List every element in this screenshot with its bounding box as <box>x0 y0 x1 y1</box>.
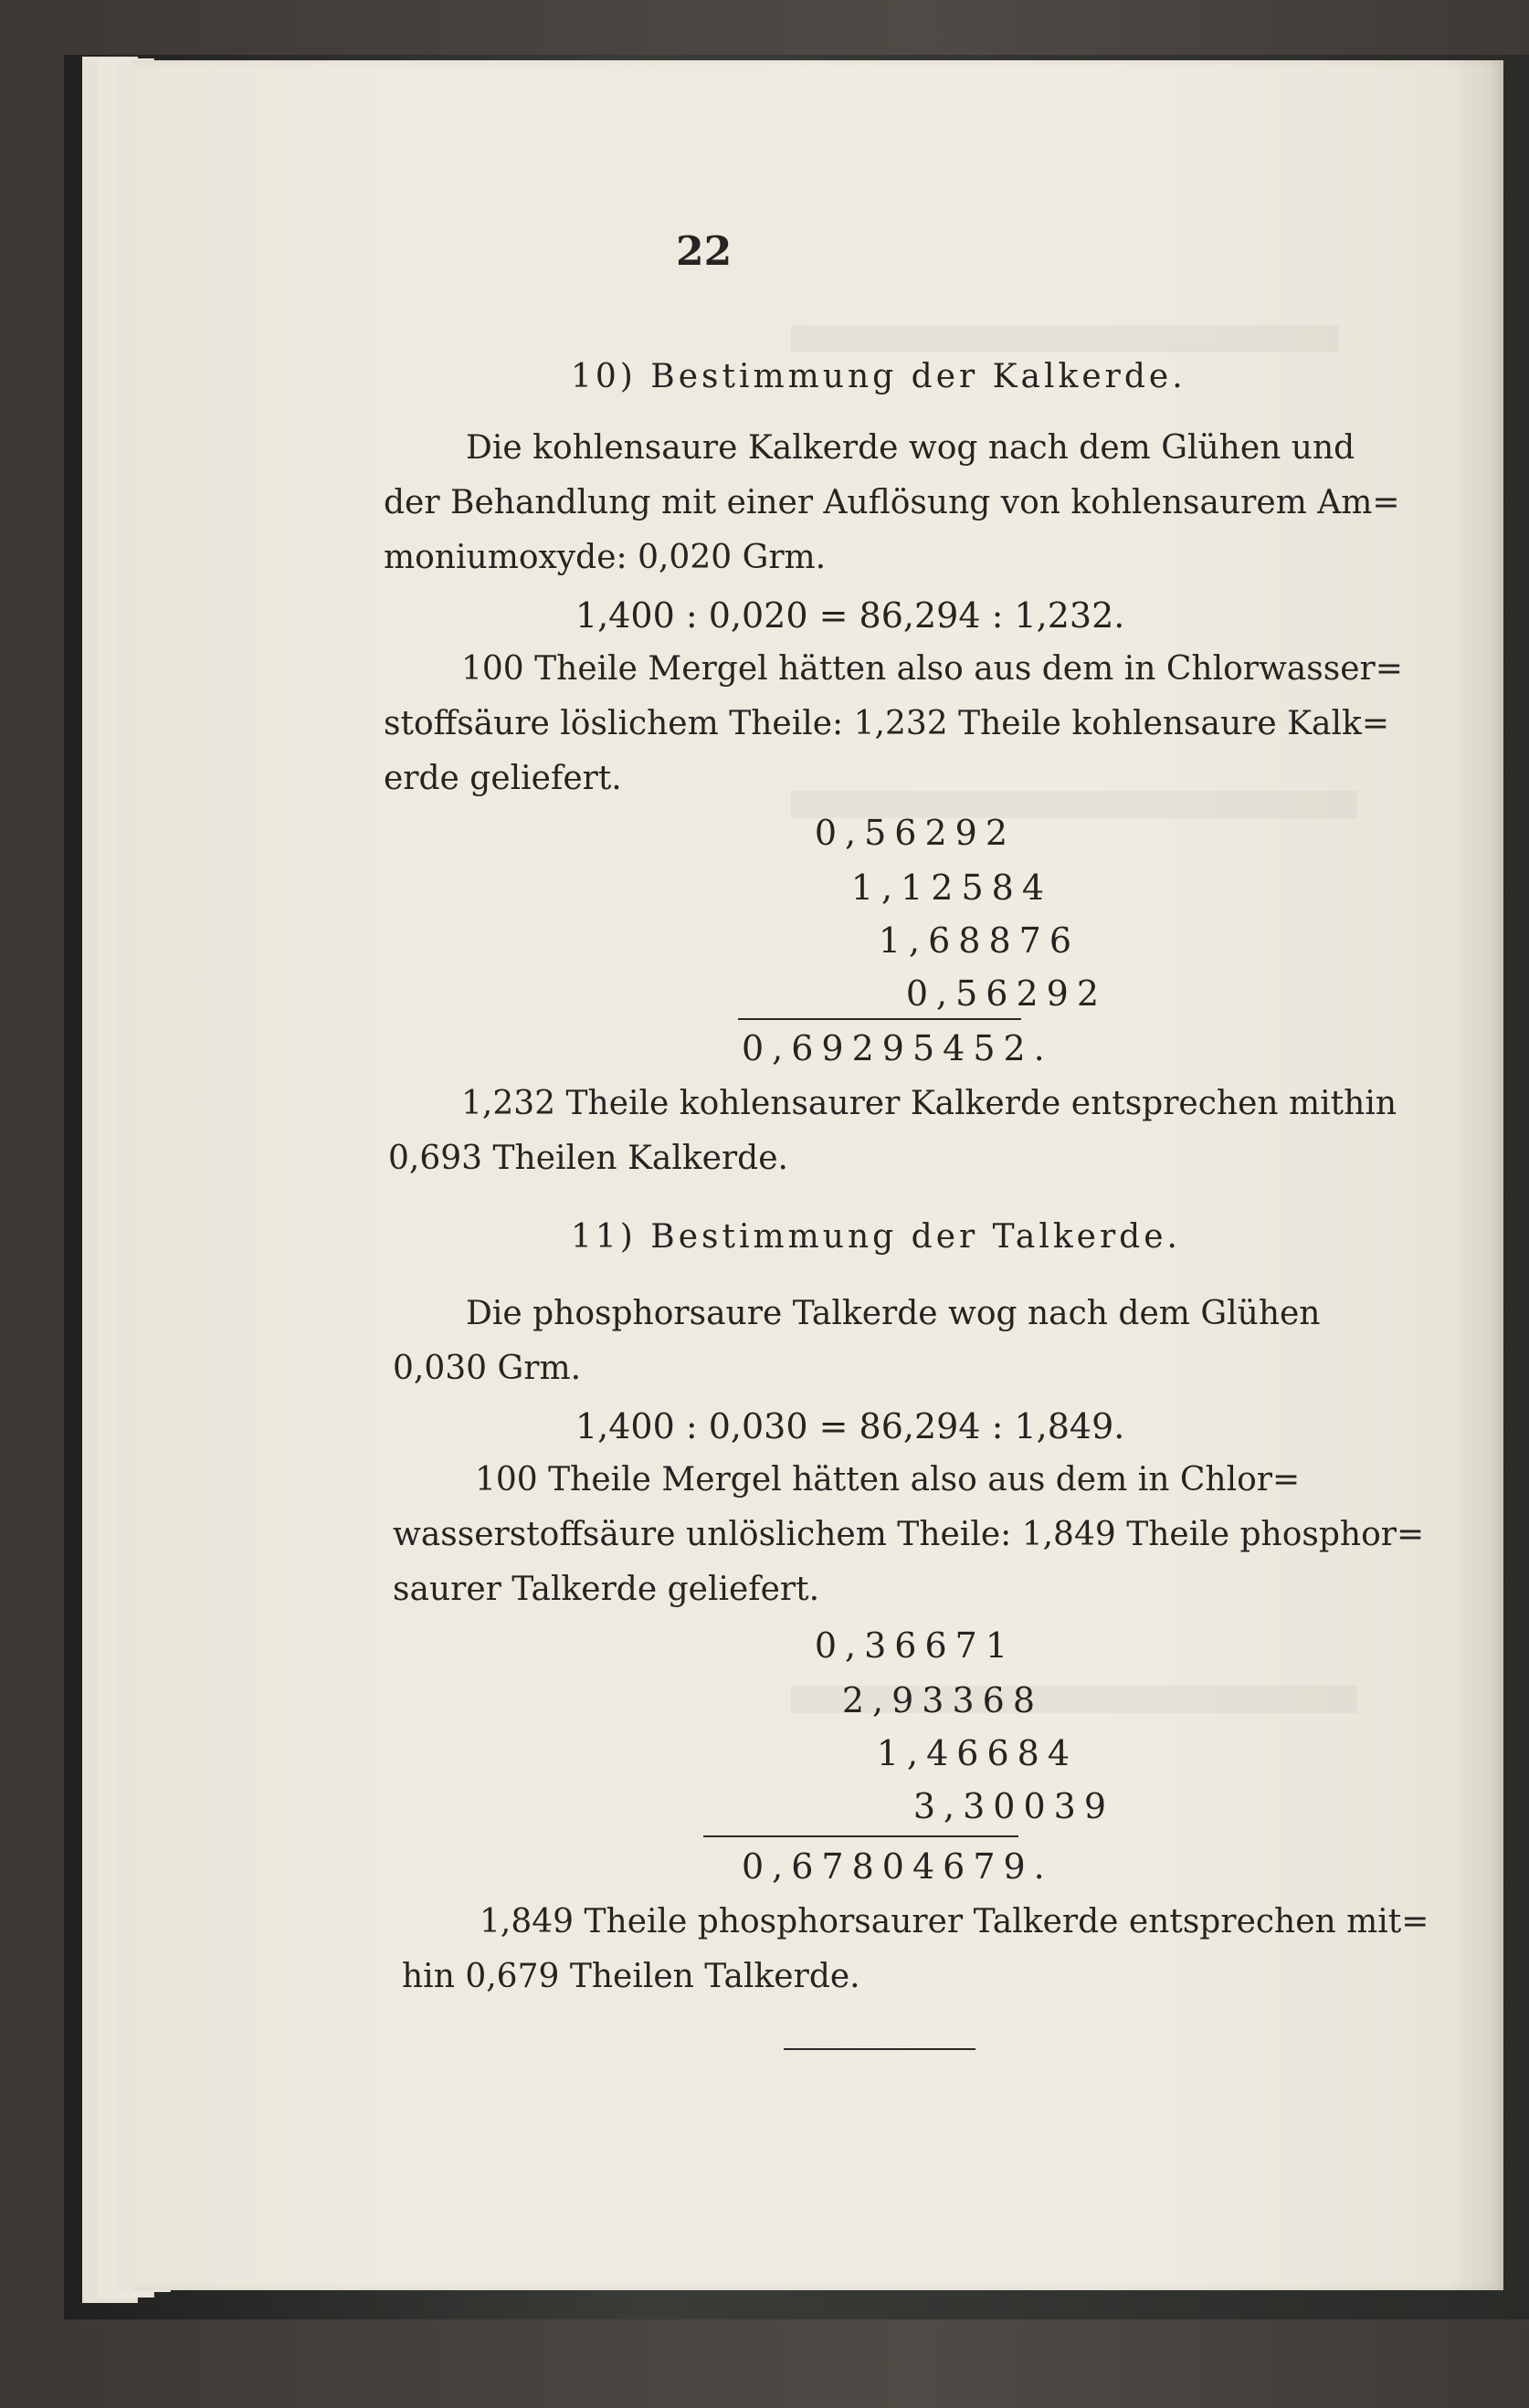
text-line: erde geliefert. <box>384 760 622 797</box>
section-heading: 10) Bestimmung der Kalkerde. <box>571 358 1186 395</box>
end-rule <box>784 2048 975 2050</box>
text-line: der Behandlung mit einer Auflösung von kohlensaurem Am= <box>384 484 1400 521</box>
calc-row: 1,46684 <box>876 1733 1078 1773</box>
calc-row: 1,68876 <box>878 920 1080 961</box>
calc-row: 0,56292 <box>814 813 1016 853</box>
text-line: wasserstoffsäure unlöslichem Theile: 1,849 Theile phosphor= <box>393 1516 1425 1553</box>
sum-rule <box>703 1835 1018 1837</box>
text-line: Die kohlensaure Kalkerde wog nach dem Glühen und <box>466 429 1355 467</box>
text-line: 1,849 Theile phosphorsaurer Talkerde entsprechen mit= <box>480 1903 1429 1940</box>
text-line: saurer Talkerde geliefert. <box>393 1571 820 1608</box>
text-line: Die phosphorsaure Talkerde wog nach dem Glühen <box>466 1295 1321 1332</box>
text-line: 100 Theile Mergel hätten also aus dem in Chlorwasser= <box>461 650 1403 688</box>
calc-result: 0,69295452. <box>742 1028 1053 1068</box>
text-line: 0,693 Theilen Kalkerde. <box>388 1140 788 1177</box>
calc-row: 0,36671 <box>814 1625 1016 1666</box>
page-number: 22 <box>676 228 733 275</box>
bleed-through <box>791 325 1339 352</box>
calc-row: 2,93368 <box>841 1680 1043 1720</box>
calc-result: 0,67804679. <box>742 1846 1053 1887</box>
text-line: stoffsäure löslichem Theile: 1,232 Theile kohlensaure Kalk= <box>384 705 1389 742</box>
equation: 1,400 : 0,020 = 86,294 : 1,232. <box>575 595 1125 636</box>
section-heading: 11) Bestimmung der Talkerde. <box>571 1218 1181 1256</box>
text-line: 1,232 Theile kohlensaurer Kalkerde entsprechen mithin <box>461 1085 1397 1122</box>
calc-row: 1,12584 <box>850 868 1052 908</box>
sum-rule <box>738 1018 1021 1020</box>
text-line: 0,030 Grm. <box>393 1350 582 1387</box>
calc-row: 0,56292 <box>905 973 1107 1014</box>
equation: 1,400 : 0,030 = 86,294 : 1,849. <box>575 1406 1125 1446</box>
calc-row: 3,30039 <box>912 1786 1114 1826</box>
text-line: hin 0,679 Theilen Talkerde. <box>402 1958 860 1995</box>
text-line: moniumoxyde: 0,020 Grm. <box>384 539 827 576</box>
text-line: 100 Theile Mergel hätten also aus dem in Chlor= <box>475 1461 1301 1498</box>
